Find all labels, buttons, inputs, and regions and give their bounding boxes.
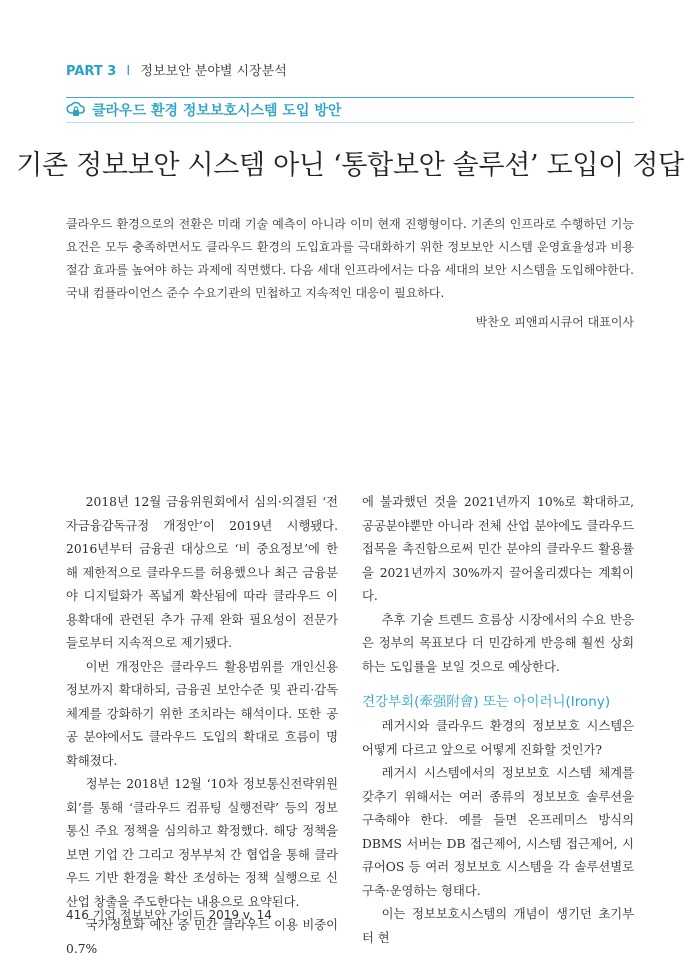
header-separator: I: [126, 64, 131, 79]
publication-name: 기업 정보보안 가이드 2019 v. 14: [92, 908, 272, 922]
body-paragraph: 이번 개정안은 클라우드 활용범위를 개인신용정보까지 확대하되, 금융권 보안수준 및 관리·감독 체계를 강화하기 위한 조치라는 해석이다. 또한 공공 분야에서도 클라우드 도입의 확대로 흐름이 명확해졌다.: [66, 659, 338, 768]
right-column: [362, 491, 634, 950]
bottom-rule: [66, 122, 634, 123]
top-rule: [66, 97, 634, 98]
page-number: 416: [66, 908, 89, 922]
page-footer: [66, 906, 272, 923]
section-title: 클라우드 환경 정보보호시스템 도입 방안: [92, 103, 342, 119]
lead-paragraph: 클라우드 환경으로의 전환은 미래 기술 예측이 아니라 이미 현재 진행형이다. 기존의 인프라로 수행하던 기능 요건은 모두 충족하면서도 클라우드 환경의 도입효과를 극대화하기 위한 정보보안 시스템 운영효율성과 비용절감 효과를 높여야 하는 과제에 직면했다. 다음 세대 인프라에서는 다음 세대의 보안 시스템을 도입해야한다. 국내 컴플라이언스 준수 수요기관의 민첩하고 지속적인 대응이 필요하다.: [66, 217, 634, 300]
part-label: PART 3: [66, 64, 117, 79]
body-paragraph: 정부는 2018년 12월 ‘10차 정보통신전략위원회’를 통해 ‘클라우드 컴퓨팅 실행전략’ 등의 정보통신 주요 정책을 심의하고 확정했다. 해당 정책을 보면 기업 간 그리고 정부부처 간 협업을 통해 클라우드 기반 환경을 확산 조성하는 정책 실행으로 신산업 창출을 주도한다는 내용으로 요약된다.: [66, 777, 338, 909]
article-title: 기존 정보보안 시스템 아닌 ‘통합보안 솔루션’ 도입이 정답: [16, 150, 684, 181]
body-paragraph: 이는 정보보호시스템의 개념이 생기던 초기부터 현: [362, 907, 634, 945]
left-column: [66, 491, 338, 961]
section-name: 정보보안 분야별 시장분석: [140, 64, 287, 79]
section-heading: [66, 100, 341, 120]
body-paragraph: 에 불과했던 것을 2021년까지 10%로 확대하고, 공공분야뿐만 아니라 전체 산업 분야에도 클라우드 접목을 촉진함으로써 민간 분야의 클라우드 활용률을 2021년까지 30%까지 끌어올리겠다는 계획이다.: [362, 495, 634, 603]
body-paragraph: 추후 기술 트렌드 흐름상 시장에서의 수요 반응은 정부의 목표보다 더 민감하게 반응해 훨씬 상회하는 도입률을 보일 것으로 예상한다.: [362, 612, 634, 674]
cloud-lock-icon: [66, 101, 86, 119]
running-header: [66, 60, 287, 79]
body-paragraph: 국가정보화 예산 중 민간 클라우드 이용 비중이 0.7%: [66, 918, 338, 956]
body-paragraph: 레거시 시스템에서의 정보보호 시스템 체계를 갖추기 위해서는 여러 종류의 정보보호 솔루션을 구축해야 한다. 예를 들면 온프레미스 방식의 DBMS 서버는 DB 접근제어, 시스템 접근제어, 시큐어OS 등 여러 정보보호 시스템을 각 솔루션별로 구축·운영하는 형태다.: [362, 766, 634, 898]
subheading: 견강부회(牽强附會) 또는 아이러니(Irony): [362, 694, 611, 710]
body-paragraph: 레거시와 클라우드 환경의 정보보호 시스템은 어떻게 다르고 앞으로 어떻게 진화할 것인가?: [362, 719, 634, 757]
author-byline: 박찬오 피앤피시큐어 대표이사: [475, 315, 634, 329]
body-paragraph: 2018년 12월 금융위원회에서 심의·의결된 ‘전자금융감독규정 개정안’이 2019년 시행됐다. 2016년부터 금융권 대상으로 ‘비 중요정보’에 한해 제한적으로 클라우드를 허용했으나 최근 금융분야 디지털화가 폭넓게 확산됨에 따라 클라우드 이용확대에 관련된 추가 규제 완화 필요성이 전문가들로부터 지속적으로 제기됐다.: [66, 495, 338, 650]
